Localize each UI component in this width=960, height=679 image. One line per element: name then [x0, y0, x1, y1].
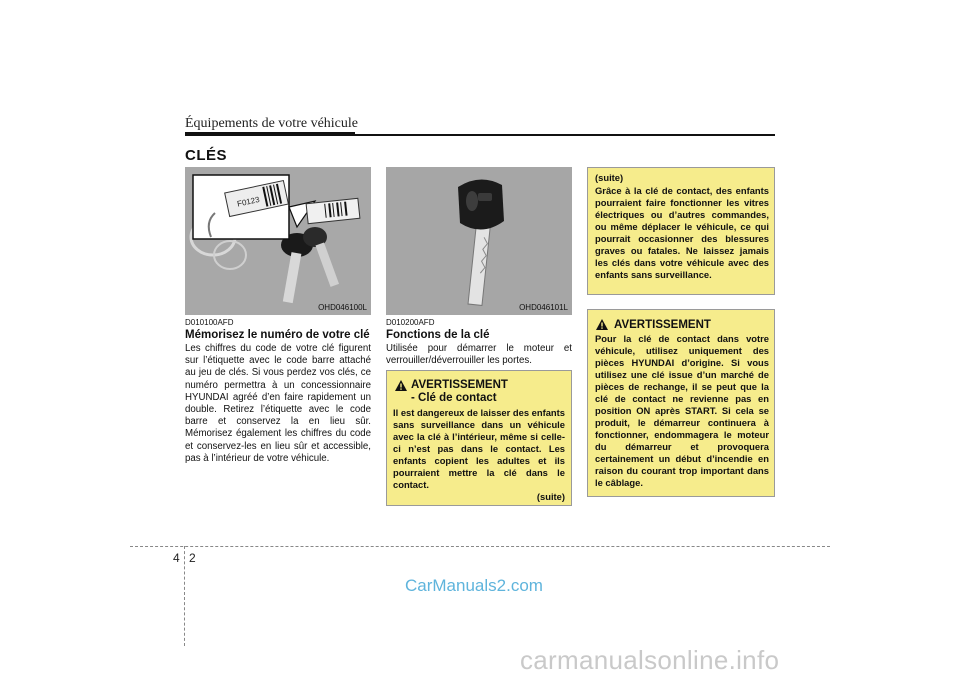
chapter-title: Équipements de votre véhicule	[185, 116, 358, 131]
footer-rule	[130, 546, 830, 547]
watermark-carmanuals[interactable]: CarManuals2.com	[405, 576, 543, 595]
subsection-heading: Fonctions de la clé	[386, 329, 490, 341]
key-photo	[386, 167, 572, 315]
keys-with-tag-photo	[185, 167, 371, 315]
header-rule	[185, 134, 775, 136]
section-code: D010200AFD	[386, 318, 435, 327]
warning-continued-box	[587, 167, 775, 295]
warning-title: AVERTISSEMENT	[411, 379, 508, 391]
page-number: 2	[189, 551, 196, 565]
section-title: CLÉS	[185, 147, 228, 164]
warning-box-genuine-parts	[587, 309, 775, 497]
tag-label-text: F0123	[236, 195, 261, 209]
warning-title: AVERTISSEMENT	[614, 319, 711, 331]
warning-triangle-icon	[395, 380, 407, 391]
body-paragraph: Les chiffres du code de votre clé figurent sur l’étiquette avec le code barre attaché au jeu de clés. Si vous perdez vos clés, ce numéro permettra à un concessionnaire HYUNDAI agréé d’en faire rapidement un double. Retirez l’étiquette avec le code barre et conservez la en lieu sûr. Mémorisez également les chiffres du code et conservez-les en lieu sûr et accessible, pas à l’intérieur de votre véhicule.	[185, 343, 371, 464]
warning-triangle-icon	[596, 319, 608, 330]
warning-body: Il est dangereux de laisser des enfants sans surveillance dans un véhicule avec la clé à l’intérieur, même si celle-ci n’est pas dans le contact. Les enfants copient les adultes et ils pourraient mettre la clé dans le contact.	[393, 407, 565, 490]
warning-text: Pour la clé de contact dans votre véhicule, utilisez uniquement des pièces HYUNDAI d’origine. Si vous utilisez une clé issue d’un marché de pièces de rechange, il se peut que la clé de contact ne revienne pas en position ON après START. Si cela se produit, le démarreur continuera à fonctionner, endommagera le moteur du démarreur et provoquera certainement un début d’incendie en raison du courant trop important dans le câblage.	[595, 333, 769, 488]
warning-text: Grâce à la clé de contact, des enfants pourraient faire fonctionner les vitres électriques ou d’autres commandes, ou même déplacer le véhicule, ce qui pourrait occasionner des blessures graves ou fatales. Ne laissez jamais les clés dans votre véhicule avec des enfants sans surveillance.	[595, 185, 769, 280]
body-paragraph: Utilisée pour démarrer le moteur et verrouiller/déverrouiller les portes.	[386, 343, 572, 367]
warning-subtitle: - Clé de contact	[411, 392, 497, 404]
key-illustration	[386, 167, 572, 315]
continued-label: (suite)	[595, 172, 624, 183]
footer-divider	[184, 546, 185, 646]
section-code: D010100AFD	[185, 318, 234, 327]
image-caption: OHD046101L	[519, 303, 568, 312]
warning-box-ignition-key	[386, 370, 572, 506]
chapter-number: 4	[173, 551, 180, 565]
continued-label: (suite)	[536, 491, 565, 502]
key-tag-illustration	[185, 167, 371, 315]
image-caption: OHD046100L	[318, 303, 367, 312]
watermark-carmanualsonline[interactable]: carmanualsonline.info	[520, 645, 780, 675]
warning-text	[393, 407, 565, 503]
subsection-heading: Mémorisez le numéro de votre clé	[185, 329, 370, 341]
